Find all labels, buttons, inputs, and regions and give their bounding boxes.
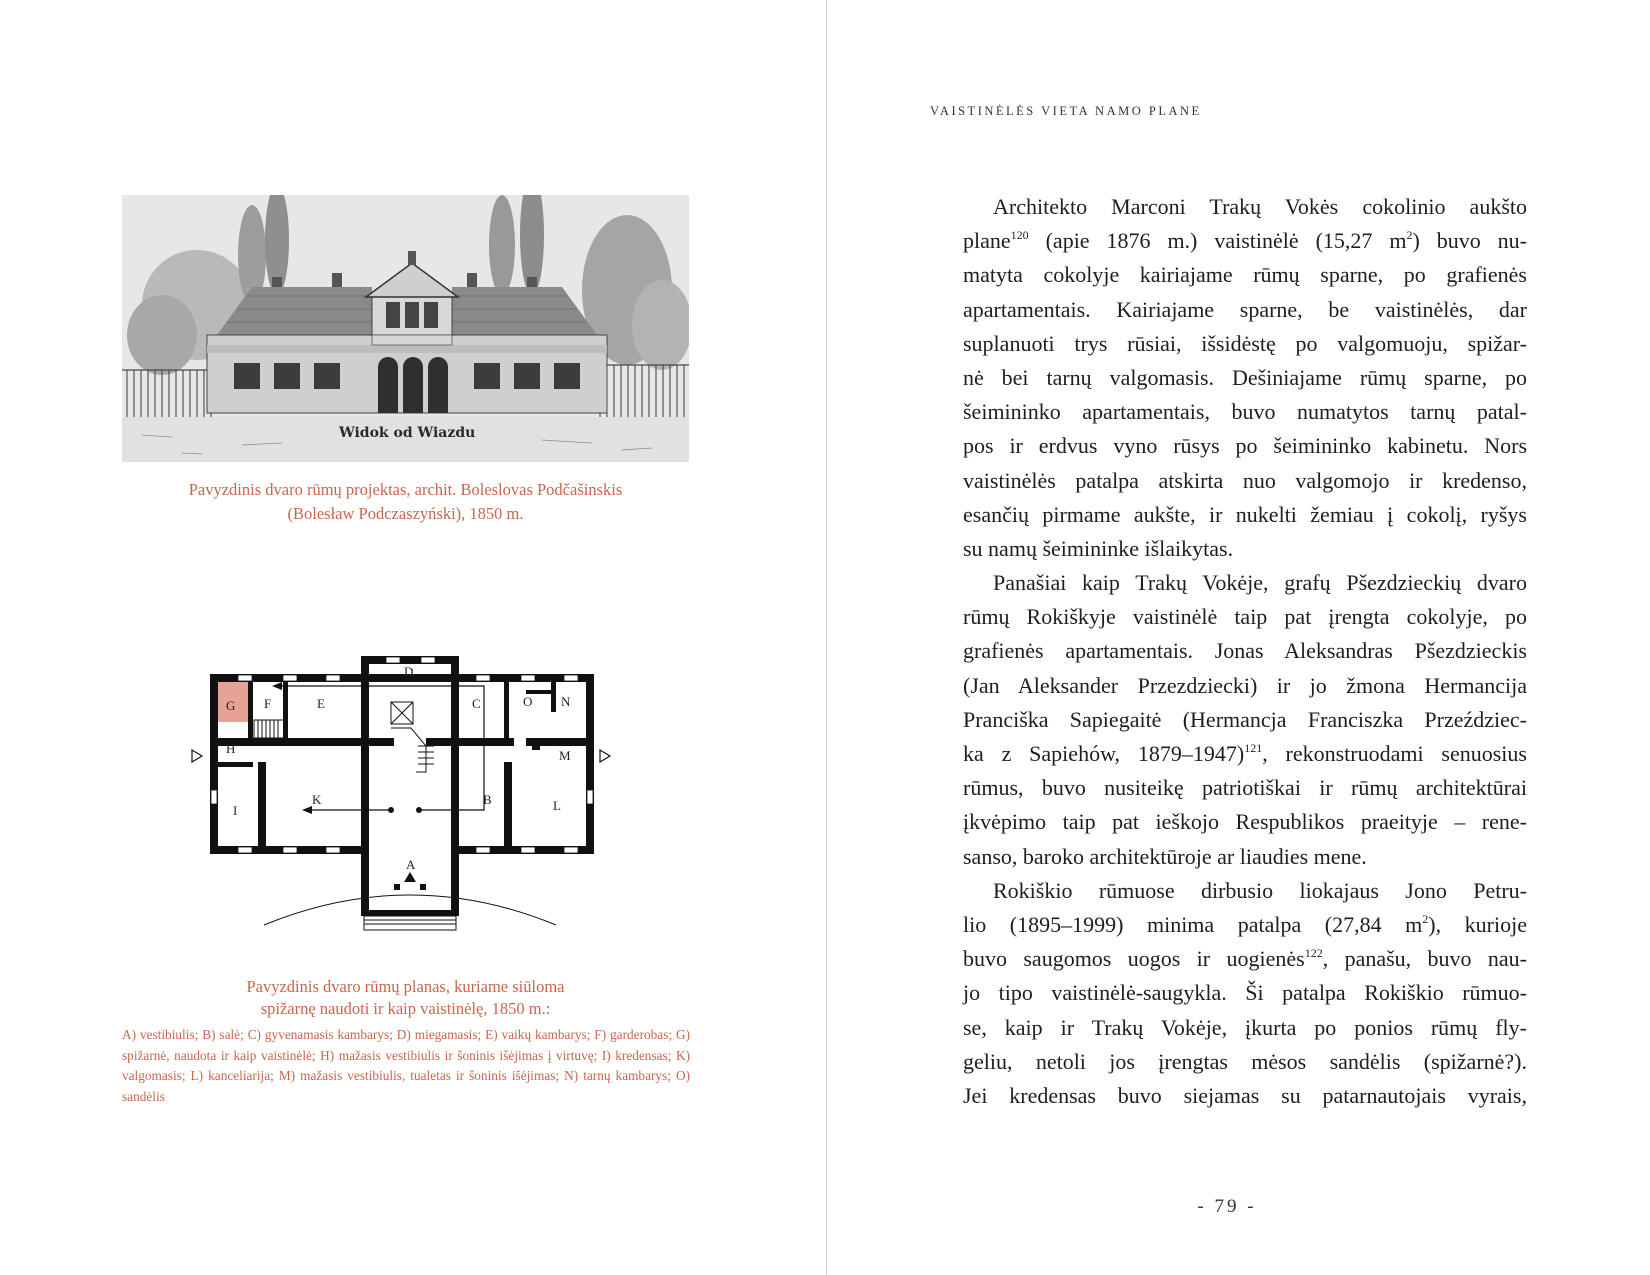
room-label-n: N	[561, 694, 571, 709]
body-line	[963, 771, 1527, 805]
page-number: - 79 -	[1197, 1196, 1257, 1217]
running-head: VAISTINĖLĖS VIETA NAMO PLANE	[930, 104, 1202, 118]
body-text-run: Panašiai kaip Trakų Vokėje, grafų Pšezdzieckių dvaro	[993, 570, 1527, 596]
body-text-run: matyta cokolyje kairiajame rūmų sparne, po grafienės	[963, 262, 1527, 288]
body-line	[963, 874, 1527, 908]
body-line	[963, 1045, 1527, 1079]
body-text-run: vaistinėlės patalpa atskirta nuo valgomojo ir kredenso,	[963, 467, 1527, 493]
room-label-b: B	[483, 792, 492, 807]
body-line	[963, 942, 1527, 976]
body-text-run: geliu, netoli jos įrengtas mėsos sandėlis (spižarnė?).	[963, 1048, 1527, 1074]
body-text-run: jo tipo vaistinėlė-saugykla. Ši patalpa Rokiškio rūmuo-	[963, 980, 1527, 1006]
engraving-caption-line: (Bolesław Podczaszyński), 1850 m.	[287, 504, 524, 523]
footnote-ref: 120	[1010, 228, 1029, 243]
body-text-run: Architekto Marconi Trakų Vokės cokolinio aukšto	[993, 194, 1527, 219]
footnote-ref: 2	[1406, 228, 1413, 243]
body-line	[963, 361, 1527, 395]
floor-plan-caption-line: spižarnę naudoti ir kaip vaistinėlę, 1850 m.:	[260, 999, 551, 1018]
body-line	[963, 669, 1527, 703]
room-label-f: F	[264, 696, 272, 711]
body-text-run: Pranciška Sapiegaitė (Hermancja Franciszka Przeździec-	[963, 706, 1527, 732]
body-line	[963, 805, 1527, 839]
engraving-inscription: Widok od Wiazdu	[339, 425, 476, 441]
floor-plan-diagram	[186, 650, 656, 940]
room-label-k: K	[312, 792, 322, 807]
room-label-l: L	[553, 798, 561, 813]
body-text-run: ka z Sapiehów, 1879–1947)	[963, 741, 1245, 766]
body-line	[963, 566, 1527, 600]
room-label-e: E	[317, 696, 325, 711]
body-text-run: (Jan Aleksander Przezdziecki) ir jo žmona Hermancija	[963, 672, 1527, 698]
body-line	[963, 703, 1527, 737]
room-label-i: I	[233, 803, 238, 818]
body-text-run: ), kurioje	[1428, 911, 1527, 937]
body-text-run: grafienės apartamentais. Jonas Aleksandras Pšezdzieckis	[963, 638, 1527, 664]
body-line	[963, 429, 1527, 463]
body-line	[963, 258, 1527, 292]
body-text-run: ) buvo nu-	[1412, 228, 1528, 254]
body-text-run: lio (1895–1999) minima patalpa (27,84 m	[963, 911, 1423, 937]
room-label-c: C	[472, 696, 481, 711]
body-text-run: apartamentais. Kairiajame sparne, be vaistinėlės, dar	[963, 296, 1527, 322]
room-label-d: D	[404, 664, 414, 679]
body-text-run: , rekonstruodami senuosius	[1262, 741, 1527, 766]
body-text-run: įkvėpimo taip pat ieškojo Respublikos praeityje – rene-	[963, 809, 1527, 835]
floor-plan-legend: A) vestibiulis; B) salė; C) gyvenamasis kambarys; D) miegamasis; E) vaikų kambarys; F) garderobas; G) spižarnė, naudota ir kaip vaistinėlė; H) mažasis vestibiulis ir šoninis išėjimas į virtuvę; I) kredensas; K) valgomasis; L) kanceliarija; M) mažasis vestibiulis, tualetas ir šoninis išėjimas; N) tarnų kambarys; O) sandėlis	[122, 1027, 690, 1104]
body-line	[963, 1011, 1527, 1045]
body-line	[963, 600, 1527, 634]
body-line	[963, 737, 1527, 771]
body-line	[963, 395, 1527, 429]
body-line	[963, 976, 1527, 1010]
body-text-run: plane	[963, 228, 1011, 254]
body-line	[963, 634, 1527, 668]
body-line	[963, 293, 1527, 327]
body-text-run: (apie 1876 m.) vaistinėlė (15,27 m	[1028, 228, 1407, 254]
body-text-run: esančių pirmame aukšte, ir nukelti žemiau į cokolį, ryšys	[963, 501, 1527, 527]
body-text	[963, 190, 1527, 1113]
room-label-m: M	[559, 748, 571, 763]
body-line	[963, 327, 1527, 361]
body-text-run: se, kaip ir Trakų Vokėje, įkurta po ponios rūmų fly-	[963, 1014, 1527, 1040]
body-text-run: nė bei tarnų valgomasis. Dešiniajame rūmų sparne, po	[963, 364, 1527, 390]
body-text-run: Rokiškio rūmuose dirbusio liokajaus Jono Petru-	[993, 877, 1527, 903]
body-line	[963, 464, 1527, 498]
body-line	[963, 532, 1527, 566]
right-page	[827, 0, 1650, 1275]
body-text-run: rūmų Rokiškyje vaistinėlė taip pat įrengta cokolyje, po	[963, 604, 1527, 630]
footnote-ref: 2	[1422, 911, 1429, 926]
body-text-run: su namų šeimininke išlaikytas.	[963, 535, 1234, 561]
manor-engraving-drawing	[122, 195, 689, 462]
body-text-run: buvo saugomos uogos ir uogienės	[963, 946, 1305, 972]
body-text-run: pos ir erdvus vyno rūsys po šeimininko kabinetu. Nors	[963, 433, 1527, 459]
floor-plan-caption-line: Pavyzdinis dvaro rūmų planas, kuriame siūloma	[246, 977, 565, 996]
room-label-h: H	[226, 741, 236, 756]
body-line	[963, 190, 1527, 224]
engraving-caption	[122, 478, 689, 526]
body-line	[963, 840, 1527, 874]
room-label-o: O	[523, 694, 533, 709]
body-line	[963, 224, 1527, 258]
body-text-run: suplanuoti trys rūsiai, išsidėstę po valgomuoju, spižar-	[963, 330, 1527, 356]
body-text-run: , panašu, buvo nau-	[1322, 946, 1528, 972]
body-text-run: rūmus, buvo nusiteikę patriotiškai ir rūmų architektūrai	[963, 775, 1527, 801]
body-text-run: sanso, baroko architektūroje ar liaudies mene.	[963, 843, 1367, 869]
body-line	[963, 498, 1527, 532]
body-text-run: Jei kredensas buvo siejamas su patarnautojais vyrais,	[963, 1082, 1527, 1108]
engraving-caption-line: Pavyzdinis dvaro rūmų projektas, archit. Boleslovas Podčašinskis	[188, 480, 623, 499]
manor-engraving-image	[122, 195, 689, 462]
body-line	[963, 1079, 1527, 1113]
footnote-ref: 122	[1304, 946, 1323, 961]
floor-plan-caption	[122, 976, 689, 1020]
body-text-run: šeimininko apartamentais, buvo numatytos tarnų patal-	[963, 399, 1527, 425]
room-label-a: A	[406, 857, 416, 872]
footnote-ref: 121	[1244, 741, 1263, 755]
room-label-g: G	[226, 698, 236, 713]
body-line	[963, 908, 1527, 942]
